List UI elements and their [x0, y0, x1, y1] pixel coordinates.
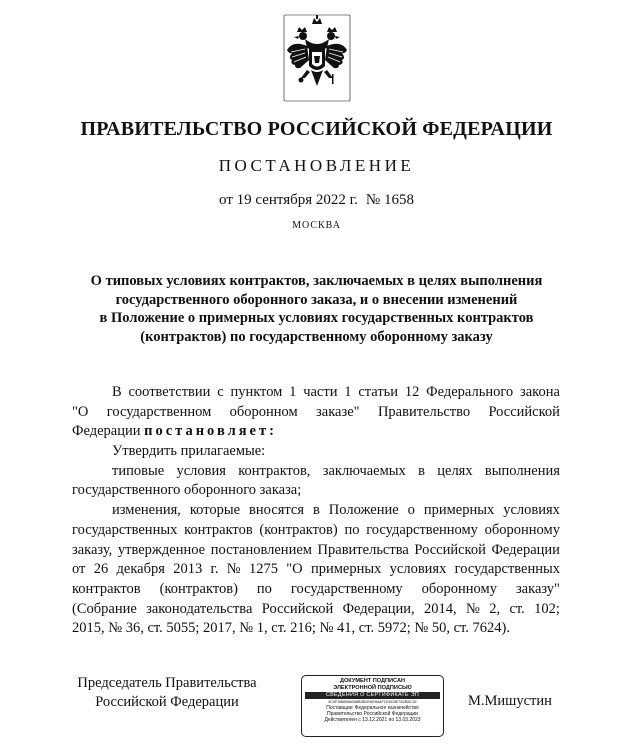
word: которые — [189, 502, 241, 519]
body-line — [72, 383, 560, 403]
word: от — [72, 561, 86, 578]
word: Российской — [261, 600, 334, 617]
signatory-name: М.Мишустин — [468, 693, 552, 709]
stamp-certificate-header: СВЕДЕНИЯ О СЕРТИФИКАТЕ ЭП — [305, 692, 440, 699]
enacting-verb: постановляет: — [144, 423, 277, 440]
word: оборонному — [484, 521, 560, 538]
word: Российской — [414, 541, 486, 558]
word: декабря — [116, 561, 165, 578]
word: выполнения — [484, 462, 560, 479]
word: контрактов — [72, 580, 141, 597]
word: Федерального — [426, 384, 514, 400]
word: 26 — [93, 561, 109, 578]
document-number: № 1658 — [365, 192, 414, 208]
word: государственном — [106, 403, 212, 420]
word: контрактов — [184, 521, 253, 538]
body-line — [72, 580, 560, 600]
body-text: Федерации — [72, 423, 141, 440]
body-line: Утвердить прилагаемые: — [112, 443, 266, 460]
word: примерных — [310, 561, 382, 578]
word: контрактов, — [238, 462, 311, 479]
word: Российской — [488, 403, 560, 420]
word: ст. — [509, 600, 525, 617]
word: соответствии — [128, 384, 211, 400]
word: вносятся — [249, 502, 304, 519]
word: В — [112, 384, 122, 400]
body-line: государственного оборонного заказа; — [72, 482, 302, 499]
word: целях — [437, 462, 473, 479]
stamp-validity: Действителен с 13.12.2021 по 13.03.2023 — [324, 717, 421, 724]
word: с — [217, 384, 224, 400]
russian-coat-of-arms-icon — [283, 14, 351, 102]
word: № — [466, 600, 480, 617]
stamp-owner: Правительство Российской Федерации — [327, 711, 418, 718]
word: Правительства — [317, 541, 409, 558]
word: заказе" — [316, 403, 360, 420]
body-line — [72, 422, 560, 442]
word: 102; — [534, 600, 560, 617]
word: условиях — [389, 561, 447, 578]
word: 12 — [404, 384, 420, 400]
word: (контрактов) — [259, 521, 338, 538]
word: утвержденное — [117, 541, 206, 558]
document-type: ПОСТАНОВЛЕНИЕ — [218, 156, 415, 175]
document-date-number — [0, 192, 633, 209]
heading-line: в Положение о примерных условиях государственных контрактов — [99, 310, 534, 326]
word: Правительство — [377, 403, 471, 420]
word: № — [226, 561, 241, 578]
word: по — [344, 521, 360, 538]
signatory-position — [62, 674, 272, 712]
word: "О — [286, 561, 303, 578]
word: типовые — [112, 462, 165, 479]
word: оборонному — [421, 580, 497, 597]
word: государственному — [290, 580, 403, 597]
word: изменения, — [112, 502, 181, 519]
body-line — [72, 403, 560, 423]
body-line — [72, 521, 560, 541]
word: 2013 — [173, 561, 203, 578]
body-line — [72, 541, 560, 561]
word: заказу" — [515, 580, 560, 597]
word: постановлением — [210, 541, 312, 558]
word: Положение — [328, 502, 399, 519]
heading-line: (контрактов) по государственному оборонному заказу — [140, 328, 493, 345]
word: по — [256, 580, 272, 597]
body-line — [72, 462, 560, 482]
signatory-position-line: Российской Федерации — [95, 694, 239, 710]
body-line — [72, 560, 560, 580]
word: условия — [176, 462, 226, 479]
word: г. — [210, 561, 219, 578]
word: Федерации — [491, 541, 560, 558]
word: заказу, — [72, 541, 113, 558]
word: заключаемых — [322, 462, 406, 479]
stamp-issuer: Поставщик: Федеральное казначейство — [326, 705, 419, 712]
word: законодательства — [146, 600, 253, 617]
heading-line: О типовых условиях контрактов, заключаемых в целях выполнения — [90, 273, 543, 289]
stamp-line: ДОКУМЕНТ ПОДПИСАН — [339, 678, 406, 684]
word: государственных — [72, 521, 178, 538]
word: оборонном — [229, 403, 298, 420]
word: 1 — [344, 384, 352, 400]
word: государственных — [454, 561, 560, 578]
heading-line: государственного оборонного заказа, и о внесении изменений — [115, 291, 518, 308]
word: статьи — [358, 384, 399, 400]
stamp-certificate-id: 3C0F3B6B5A0A8B0B2E6D9A4F1D9C8E7A2B5C1E — [328, 700, 417, 705]
body-line — [72, 501, 560, 521]
word: 1 — [289, 384, 297, 400]
word: условиях — [503, 502, 560, 519]
word: 1275 — [248, 561, 278, 578]
word: примерных — [423, 502, 495, 519]
document-city: МОСКВА — [292, 220, 341, 231]
word: (контрактов) — [159, 580, 238, 597]
word: (Собрание — [72, 600, 137, 617]
body-line — [72, 600, 560, 620]
word: 2, — [489, 600, 501, 617]
body-line: 2015, № 36, ст. 5055; 2017, № 1, ст. 216; № 41, ст. 5972; № 50, ст. 7624). — [72, 620, 510, 637]
word: о — [407, 502, 415, 519]
word: закона — [519, 384, 560, 400]
word: государственному — [366, 521, 478, 538]
word: Федерации, — [342, 600, 415, 617]
electronic-signature-stamp — [301, 675, 444, 737]
word: в — [312, 502, 320, 519]
word: части — [303, 384, 338, 400]
word: 2014, — [424, 600, 457, 617]
government-title: ПРАВИТЕЛЬСТВО РОССИЙСКОЙ ФЕДЕРАЦИИ — [80, 118, 553, 140]
document-body — [72, 383, 560, 639]
signatory-position-line: Председатель Правительства — [77, 675, 257, 691]
word: в — [418, 462, 425, 479]
stamp-line: ЭЛЕКТРОННОЙ ПОДПИСЬЮ — [333, 684, 412, 691]
word: "О — [72, 403, 89, 420]
document-date: от 19 сентября 2022 г. — [219, 192, 358, 208]
document-heading — [60, 272, 573, 346]
word: пунктом — [230, 384, 283, 400]
